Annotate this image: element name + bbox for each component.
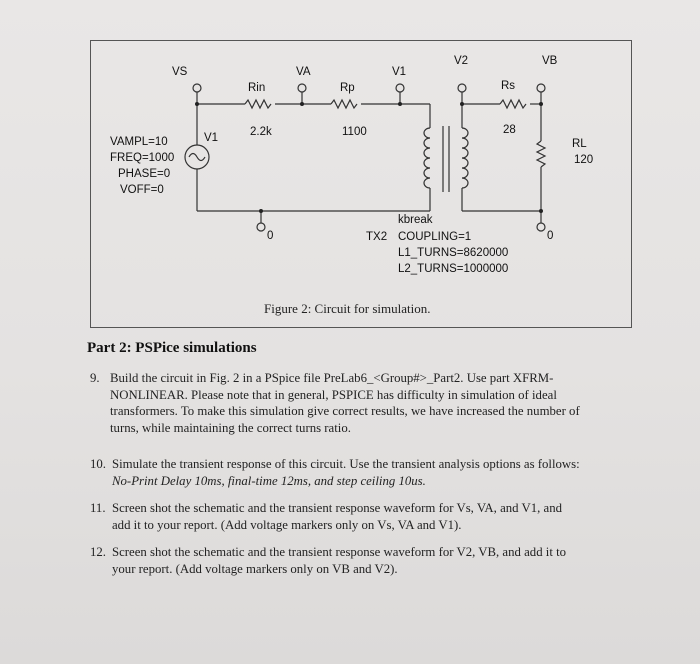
source-label: V1 [204, 132, 219, 144]
v1-node-label: V1 [392, 66, 407, 78]
phase-param: PHASE=0 [118, 168, 171, 180]
item-number: 11. [90, 501, 106, 515]
coupling-label: COUPLING=1 [398, 231, 472, 243]
item-line: transformers. To make this simulation give correct results, we have increased the number of [110, 404, 580, 418]
item-number: 9. [90, 371, 100, 385]
l1-turns-label: L1_TURNS=8620000 [398, 247, 509, 259]
section-title: Part 2: PSPice simulations [87, 340, 257, 356]
item-line: turns, while maintaining the correct turns ratio. [110, 420, 351, 435]
rl-label: RL [572, 138, 587, 150]
ground-label-2: 0 [547, 230, 554, 242]
vampl-param: VAMPL=10 [110, 136, 168, 148]
ground-label-1: 0 [267, 230, 274, 242]
voff-param: VOFF=0 [120, 184, 164, 196]
rp-label: Rp [340, 82, 355, 94]
item-number: 12. [90, 545, 106, 559]
va-label: VA [296, 66, 311, 78]
item-line: add it to your report. (Add voltage markers only on Vs, VA and V1). [112, 517, 462, 532]
v2-label: V2 [454, 55, 469, 67]
rs-label: Rs [501, 80, 516, 92]
freq-param: FREQ=1000 [110, 152, 175, 164]
kbreak-label: kbreak [398, 214, 433, 226]
list-item-9 [90, 370, 650, 440]
rin-value: 2.2k [250, 126, 272, 138]
figure-caption: Figure 2: Circuit for simulation. [264, 301, 431, 316]
item-number: 10. [90, 457, 106, 471]
item-line: Build the circuit in Fig. 2 in a PSpice file PreLab6_<Group#>_Part2. Use part XFRM- [110, 371, 554, 385]
rl-value: 120 [574, 154, 594, 166]
item-line: Screen shot the schematic and the transient response waveform for V2, VB, and add it to [112, 545, 567, 559]
l2-turns-label: L2_TURNS=1000000 [398, 263, 509, 275]
tx2-label: TX2 [366, 231, 388, 243]
vb-label: VB [542, 55, 558, 67]
rin-label: Rin [248, 82, 266, 94]
rs-value: 28 [503, 124, 516, 136]
list-item-10 [90, 456, 650, 492]
vs-label: VS [172, 66, 188, 78]
item-line: Simulate the transient response of this circuit. Use the transient analysis options as follows: [112, 457, 580, 471]
list-item-12 [90, 544, 650, 580]
item-line: NONLINEAR. Please note that in general, PSPICE has difficulty in simulation of ideal [110, 387, 557, 402]
rp-value: 1100 [342, 126, 367, 138]
item-line: your report. (Add voltage markers only on VB and V2). [112, 561, 398, 576]
item-line: Screen shot the schematic and the transient response waveform for Vs, VA, and V1, and [112, 501, 563, 515]
list-item-11 [90, 500, 650, 536]
item-line: No-Print Delay 10ms, final-time 12ms, and step ceiling 10us. [112, 473, 426, 488]
